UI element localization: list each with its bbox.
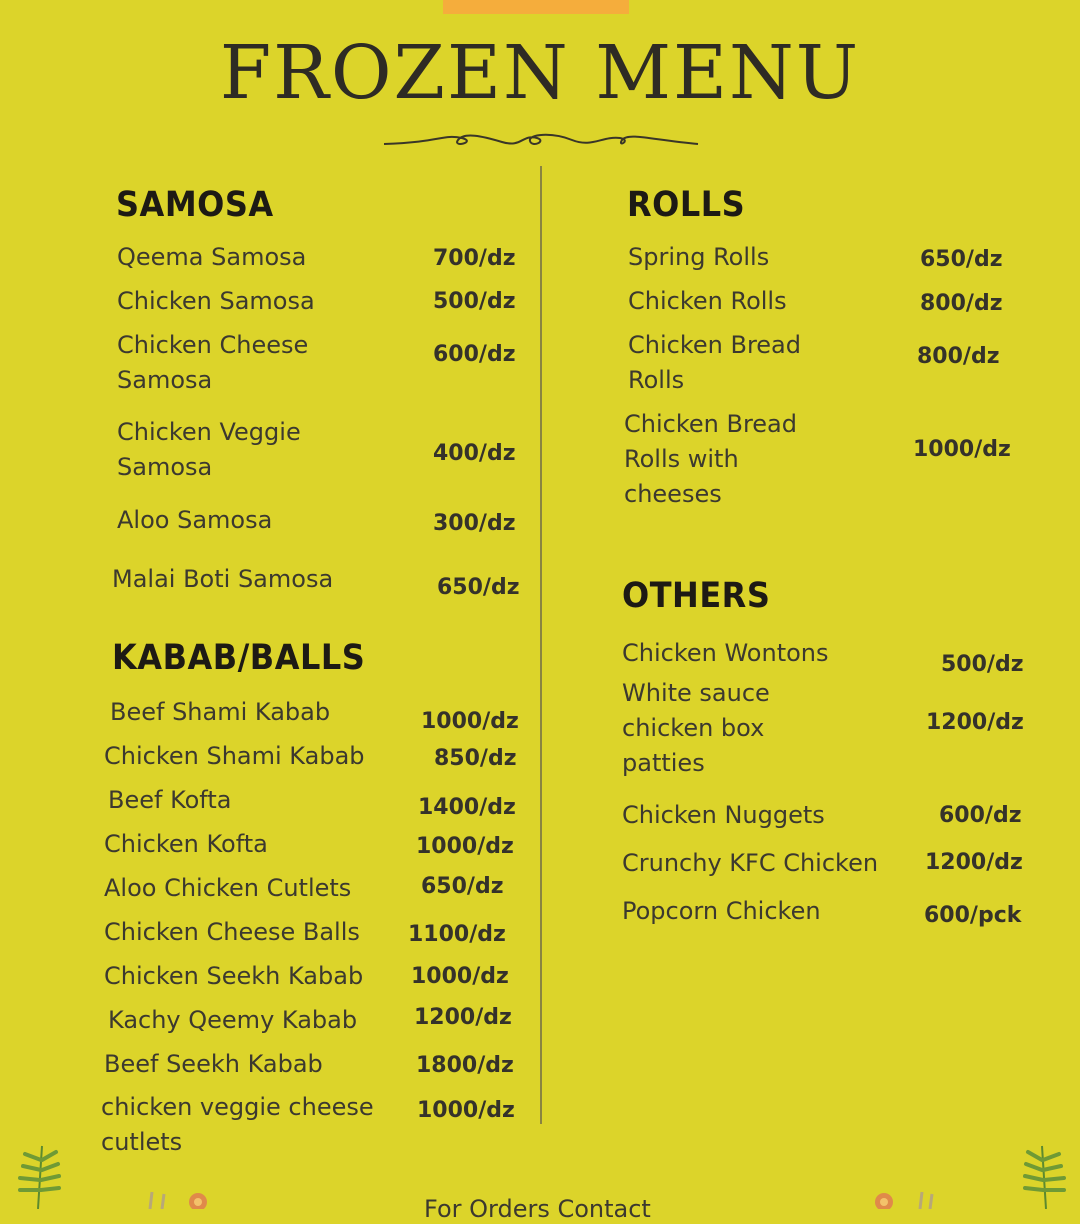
menu-item-name: Chicken Shami Kabab xyxy=(104,742,365,770)
menu-item-price: 1800/dz xyxy=(416,1053,514,1078)
menu-item-name: Popcorn Chicken xyxy=(622,897,821,925)
menu-item-name: Chicken Cheese Samosa xyxy=(117,331,309,394)
fern-leaf-icon xyxy=(1016,1140,1076,1209)
menu-item-price: 600/dz xyxy=(939,803,1022,828)
menu-title: FROZEN MENU xyxy=(219,30,861,116)
menu-item-name: Chicken Samosa xyxy=(117,287,315,315)
menu-item-name: Kachy Qeemy Kabab xyxy=(108,1006,358,1034)
menu-item-name: Beef Kofta xyxy=(108,786,232,814)
menu-item-price: 650/dz xyxy=(421,874,504,899)
menu-item-name: Beef Seekh Kabab xyxy=(104,1050,323,1078)
samosa-heading: SAMOSA xyxy=(116,183,274,225)
menu-item-price: 1200/dz xyxy=(414,1005,512,1030)
menu-item-name: Chicken Seekh Kabab xyxy=(104,962,364,990)
menu-item-name: Chicken Wontons xyxy=(622,639,829,667)
others-heading: OTHERS xyxy=(622,574,771,616)
menu-item-name: Chicken Cheese Balls xyxy=(104,918,360,946)
menu-item-price: 1000/dz xyxy=(417,1098,515,1123)
menu-item-name: Chicken Kofta xyxy=(104,830,268,858)
menu-item-name: Spring Rolls xyxy=(628,243,770,271)
menu-item-name: Chicken Veggie Samosa xyxy=(117,418,301,481)
menu-item-price: 500/dz xyxy=(941,652,1024,677)
menu-item-price: 800/dz xyxy=(920,291,1003,316)
menu-item-price: 1000/dz xyxy=(411,964,509,989)
menu-item-price: 600/pck xyxy=(924,903,1022,928)
flower-icon xyxy=(142,1188,218,1209)
menu-item-name: Chicken Nuggets xyxy=(622,801,825,829)
menu-item-name: Aloo Chicken Cutlets xyxy=(104,874,352,902)
menu-item-name: Beef Shami Kabab xyxy=(110,698,331,726)
menu-item-price: 850/dz xyxy=(434,746,517,771)
menu-item-price: 650/dz xyxy=(920,247,1003,272)
menu-item-name: Chicken Bread Rolls xyxy=(628,331,801,394)
top-accent-bar xyxy=(443,0,629,14)
menu-item-price: 600/dz xyxy=(433,342,516,367)
menu-item-price: 1000/dz xyxy=(913,437,1011,462)
menu-item-name: Malai Boti Samosa xyxy=(112,565,334,593)
menu-item-name: Crunchy KFC Chicken xyxy=(622,849,879,877)
menu-item-name: Chicken Rolls xyxy=(628,287,787,315)
flourish-divider-icon xyxy=(382,126,700,156)
menu-item-price: 1200/dz xyxy=(926,710,1024,735)
footer-contact-text: For Orders Contact xyxy=(424,1195,651,1223)
menu-item-name: Chicken Bread Rolls with cheeses xyxy=(624,410,797,508)
menu-item-price: 300/dz xyxy=(433,511,516,536)
kabab-heading: KABAB/BALLS xyxy=(112,636,366,678)
menu-item-price: 1100/dz xyxy=(408,922,506,947)
menu-item-price: 800/dz xyxy=(917,344,1000,369)
flower-icon xyxy=(862,1188,938,1209)
menu-item-name: White sauce chicken box patties xyxy=(622,679,770,777)
menu-item-price: 500/dz xyxy=(433,289,516,314)
menu-item-name: Qeema Samosa xyxy=(117,243,307,271)
rolls-heading: ROLLS xyxy=(627,183,746,225)
menu-item-price: 650/dz xyxy=(437,575,520,600)
menu-item-name: chicken veggie cheese cutlets xyxy=(101,1093,374,1156)
menu-item-price: 400/dz xyxy=(433,441,516,466)
menu-item-price: 1000/dz xyxy=(421,709,519,734)
menu-item-price: 1400/dz xyxy=(418,795,516,820)
menu-item-price: 1200/dz xyxy=(925,850,1023,875)
menu-item-price: 1000/dz xyxy=(416,834,514,859)
menu-item-price: 700/dz xyxy=(433,246,516,271)
menu-item-name: Aloo Samosa xyxy=(117,506,273,534)
column-divider xyxy=(540,166,542,1124)
fern-leaf-icon xyxy=(8,1140,68,1209)
